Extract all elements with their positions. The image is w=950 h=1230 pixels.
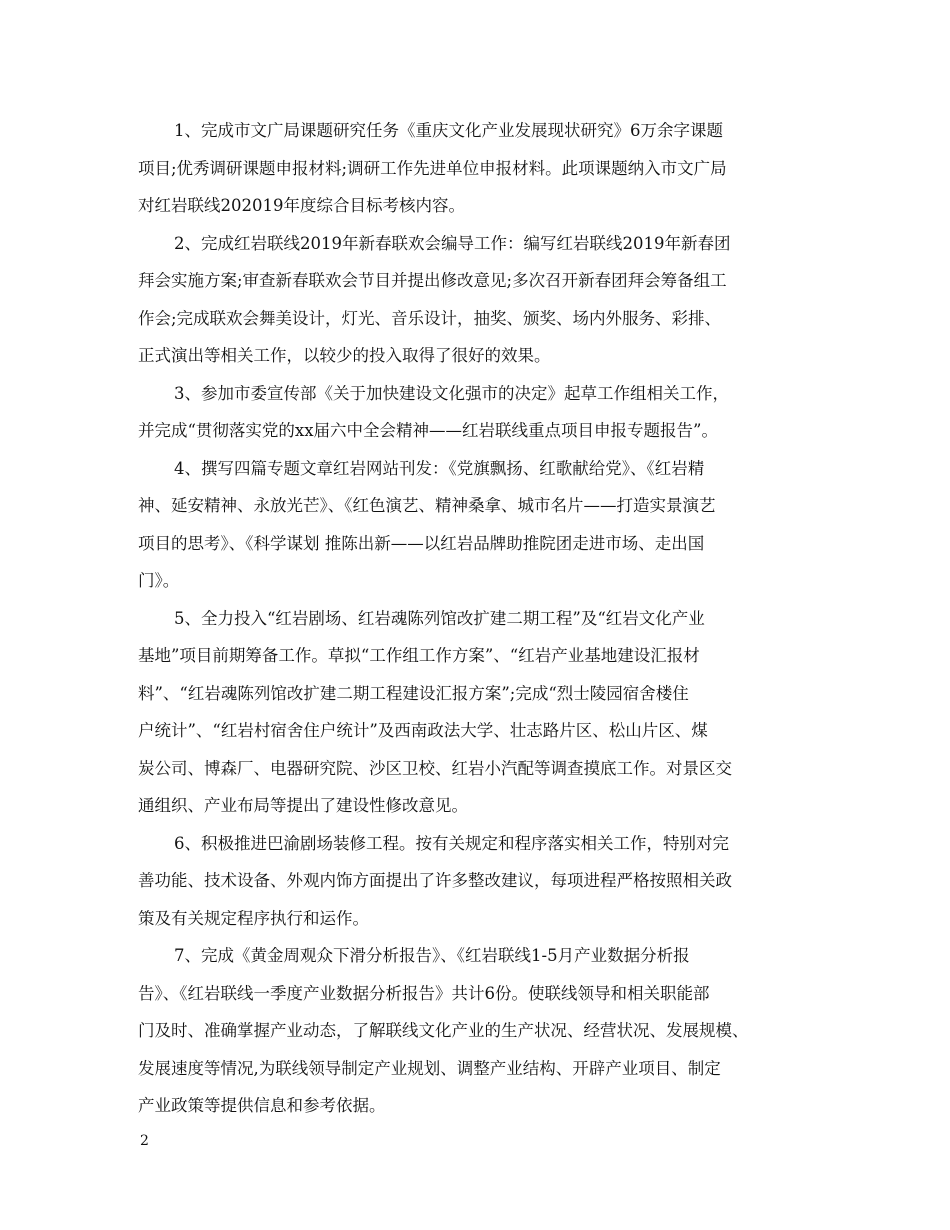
paragraph-5 (138, 600, 818, 825)
paragraph-line: 拜会实施方案;审查新春联欢会节目并提出修改意见;多次召开新春团拜会筹备组工 (138, 271, 727, 290)
paragraph-4 (138, 450, 818, 600)
paragraph-line: 1、完成市文广局课题研究任务《重庆文化产业发展现状研究》6万余字课题 (174, 121, 723, 140)
paragraph-6 (138, 825, 818, 938)
paragraph-line: 发展速度等情况,为联线领导制定产业规划、调整产业结构、开辟产业项目、制定 (138, 1058, 721, 1078)
paragraph-3 (138, 375, 818, 450)
paragraph-line: 2、完成红岩联线2019年新春联欢会编导工作：编写红岩联线2019年新春团 (174, 233, 731, 253)
paragraph-line: 门》。 (138, 571, 180, 590)
paragraph-line: 产业政策等提供信息和参考依据。 (138, 1096, 386, 1115)
paragraph-line: 通组织、产业布局等提出了建设性修改意见。 (138, 796, 468, 815)
paragraph-line: 正式演出等相关工作，以较少的投入取得了很好的效果。 (138, 346, 551, 365)
paragraph-line: 户统计”、“红岩村宿舍住户统计”及西南政法大学、壮志路片区、松山片区、煤 (138, 721, 708, 740)
paragraph-line: 作会;完成联欢会舞美设计，灯光、音乐设计，抽奖、颁奖、场内外服务、彩排、 (138, 308, 722, 328)
paragraph-line: 项目的思考》、《科学谋划 推陈出新——以红岩品牌助推院团走进市场、走出国 (138, 533, 705, 553)
paragraph-line: 炭公司、博森厂、电器研究院、沙区卫校、红岩小汽配等调查摸底工作。对景区交 (138, 758, 732, 778)
paragraph-line: 门及时、准确掌握产业动态，了解联线文化产业的生产状况、经营状况、发展规模、 (138, 1021, 749, 1040)
paragraph-2 (138, 225, 818, 375)
paragraph-line: 告》、《红岩联线一季度产业数据分析报告》共计6份。使联线领导和相关职能部 (138, 983, 710, 1003)
paragraph-line: 6、积极推进巴渝剧场装修工程。按有关规定和程序落实相关工作，特别对完 (174, 833, 729, 853)
paragraph-line: 策及有关规定程序执行和运作。 (138, 908, 369, 928)
paragraph-7 (138, 937, 818, 1125)
paragraph-line: 善功能、技术设备、外观内饰方面提出了许多整改建议，每项进程严格按照相关政 (138, 871, 732, 890)
paragraph-line: 4、撰写四篇专题文章红岩网站刊发：《党旗飘扬、红歌献给党》、《红岩精 (174, 458, 705, 478)
page-number: 2 (140, 1133, 149, 1149)
paragraph-line: 对红岩联线202019年度综合目标考核内容。 (138, 196, 465, 215)
paragraph-line: 料”、“红岩魂陈列馆改扩建二期工程建设汇报方案”;完成“烈士陵园宿舍楼住 (138, 683, 689, 703)
paragraph-line: 基地”项目前期筹备工作。草拟“工作组工作方案”、“红岩产业基地建设汇报材 (138, 646, 700, 665)
paragraph-1 (138, 112, 818, 225)
paragraph-line: 神、延安精神、永放光芒》、《红色演艺、精神桑拿、城市名片——打造实景演艺 (138, 496, 716, 515)
document-body (138, 112, 818, 1125)
paragraph-line: 项目;优秀调研课题申报材料;调研工作先进单位申报材料。此项课题纳入市文广局 (138, 158, 727, 178)
paragraph-line: 3、参加市委宣传部《关于加快建设文化强市的决定》起草工作组相关工作， (174, 383, 729, 403)
paragraph-line: 7、完成《黄金周观众下滑分析报告》、《红岩联线1-5月产业数据分析报 (174, 946, 690, 965)
paragraph-line: 5、全力投入“红岩剧场、红岩魂陈列馆改扩建二期工程”及“红岩文化产业 (174, 608, 705, 628)
paragraph-line: 并完成“贯彻落实党的xx届六中全会精神——红岩联线重点项目申报专题报告”。 (138, 421, 718, 440)
